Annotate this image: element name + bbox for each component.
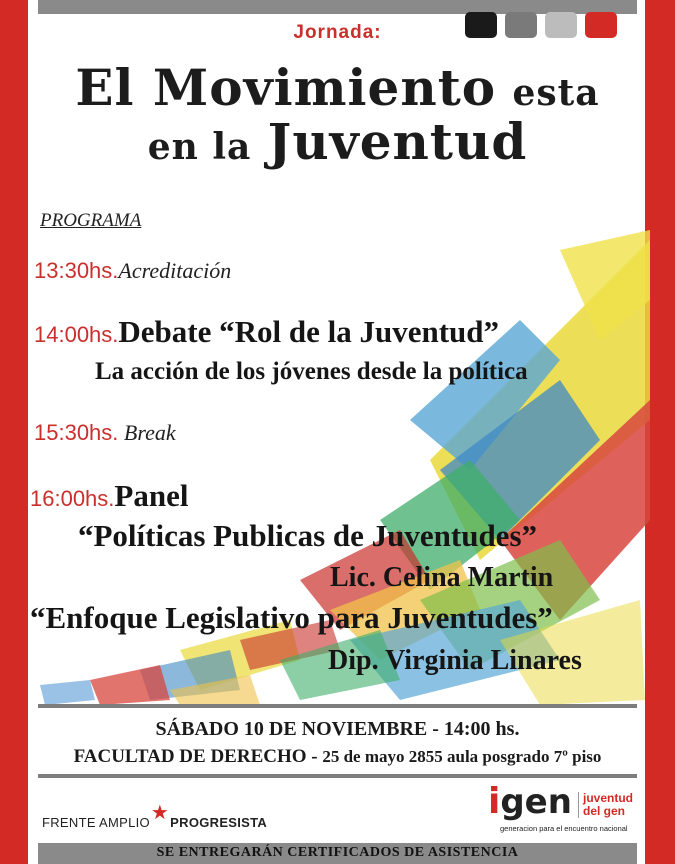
program-item [34, 420, 176, 446]
program-label: Panel [114, 478, 189, 513]
igen-side-line-2: del gen [583, 804, 626, 818]
event-venue [0, 746, 675, 768]
igen-tagline: generacion para el encuentro nacional [500, 824, 628, 833]
program-label: Break [118, 420, 176, 445]
frente-text: FRENTE AMPLIO [42, 815, 150, 830]
panel-speaker: Dip. Virginia Linares [328, 645, 582, 676]
panel-speaker: Lic. Celina Martin [330, 562, 554, 593]
title-line-2 [0, 112, 675, 171]
igen-wordmark [488, 782, 572, 822]
title-connector: esta [512, 72, 600, 114]
venue-address: 25 de mayo 2855 aula posgrado 7º piso [322, 747, 602, 766]
program-label: Acreditación [118, 258, 232, 283]
star-icon: ★ [150, 802, 170, 824]
program-item [34, 258, 231, 284]
event-kicker: Jornada: [293, 22, 382, 43]
panel-title: “Políticas Publicas de Juventudes” [78, 518, 538, 553]
program-label: Debate “Rol de la Juventud” [118, 314, 500, 349]
frente-amplio-logo [42, 802, 268, 833]
igen-side-line-1: juventud [583, 791, 633, 805]
title-connector-2: en la [147, 126, 252, 168]
program-item [34, 314, 499, 350]
program-time: 13:30hs. [34, 258, 119, 283]
program-heading: PROGRAMA [40, 210, 142, 231]
certificate-notice: SE ENTREGARÁN CERTIFICADOS DE ASISTENCIA [156, 845, 519, 860]
divider [38, 774, 637, 778]
program-time: 15:30hs. [34, 420, 119, 445]
igen-gen: gen [500, 782, 572, 822]
igen-i: i [488, 781, 501, 822]
title-main: El Movimiento [75, 58, 497, 117]
venue-name: FACULTAD DE DERECHO - [73, 746, 323, 767]
progresista-text: PROGRESISTA [170, 815, 268, 830]
program-item [30, 478, 188, 514]
title-keyword: Juventud [267, 112, 528, 171]
divider [38, 704, 637, 708]
event-date: SÁBADO 10 DE NOVIEMBRE - 14:00 hs. [155, 718, 520, 740]
program-time: 14:00hs. [34, 322, 119, 347]
title-line-1 [0, 58, 675, 117]
igen-side-text [578, 792, 633, 818]
igen-logo [488, 782, 638, 838]
program-time: 16:00hs. [30, 486, 115, 511]
panel-title: “Enfoque Legislativo para Juventudes” [30, 600, 553, 635]
program-subtitle: La acción de los jóvenes desde la política [95, 358, 528, 385]
